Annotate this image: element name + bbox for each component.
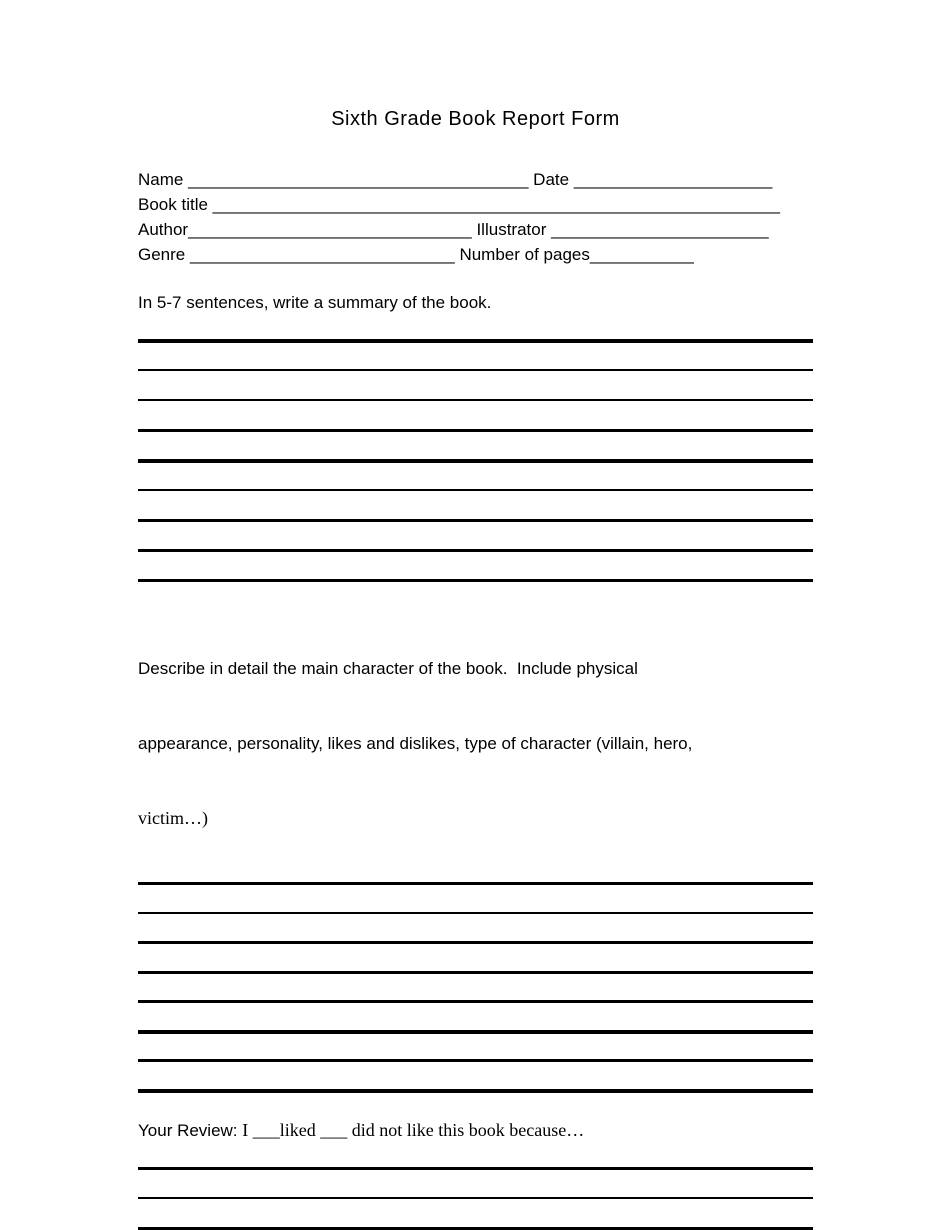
writing-line xyxy=(138,549,813,552)
writing-line xyxy=(138,1000,813,1003)
summary-prompt: In 5-7 sentences, write a summary of the book. xyxy=(138,293,492,312)
writing-line xyxy=(138,1197,813,1199)
pages-blank: ___________ xyxy=(589,245,694,264)
character-writing-lines xyxy=(138,882,813,1093)
book-title-blank: ____________________________________________________________ xyxy=(212,195,780,214)
field-row-genre-pages xyxy=(138,242,813,267)
character-prompt-line3: victim…) xyxy=(138,808,208,828)
author-label: Author xyxy=(138,220,189,239)
writing-line xyxy=(138,1227,813,1230)
writing-line xyxy=(138,459,813,463)
writing-line xyxy=(138,912,813,914)
writing-line xyxy=(138,429,813,432)
illustrator-blank: _______________________ xyxy=(551,220,769,239)
writing-line xyxy=(138,1030,813,1034)
writing-line xyxy=(138,369,813,371)
writing-line xyxy=(138,339,813,343)
writing-line xyxy=(138,1167,813,1170)
character-prompt xyxy=(138,606,813,881)
field-row-book-title xyxy=(138,192,813,217)
writing-line xyxy=(138,1059,813,1062)
writing-line xyxy=(138,399,813,401)
header-fields xyxy=(138,167,813,267)
name-label: Name xyxy=(138,170,189,189)
pages-label: Number of pages xyxy=(454,245,590,264)
writing-line xyxy=(138,519,813,522)
author-blank: ______________________________ xyxy=(188,220,472,239)
field-row-author-illustrator xyxy=(138,217,813,242)
field-row-name-date xyxy=(138,167,813,192)
page-title: Sixth Grade Book Report Form xyxy=(331,108,620,130)
writing-line xyxy=(138,1089,813,1093)
character-prompt-line1: Describe in detail the main character of the book. Include physical xyxy=(138,659,638,678)
review-label: Your Review: xyxy=(138,1120,243,1140)
date-blank: _____________________ xyxy=(573,170,773,189)
name-blank: ____________________________________ xyxy=(188,170,529,189)
page-content xyxy=(138,0,813,1230)
review-text: I ___liked ___ did not like this book because… xyxy=(242,1119,585,1140)
writing-line xyxy=(138,882,813,885)
summary-writing-lines xyxy=(138,339,813,582)
review-writing-lines xyxy=(138,1167,813,1230)
writing-line xyxy=(138,489,813,491)
character-prompt-line2: appearance, personality, likes and dislikes, type of character (villain, hero, xyxy=(138,734,693,753)
review-prompt xyxy=(138,1118,813,1143)
genre-label: Genre xyxy=(138,245,190,264)
illustrator-label: Illustrator xyxy=(471,220,552,239)
writing-line xyxy=(138,971,813,974)
writing-line xyxy=(138,579,813,582)
genre-blank: ____________________________ xyxy=(189,245,455,264)
date-label: Date xyxy=(528,170,574,189)
book-title-label: Book title xyxy=(138,195,213,214)
writing-line xyxy=(138,941,813,944)
